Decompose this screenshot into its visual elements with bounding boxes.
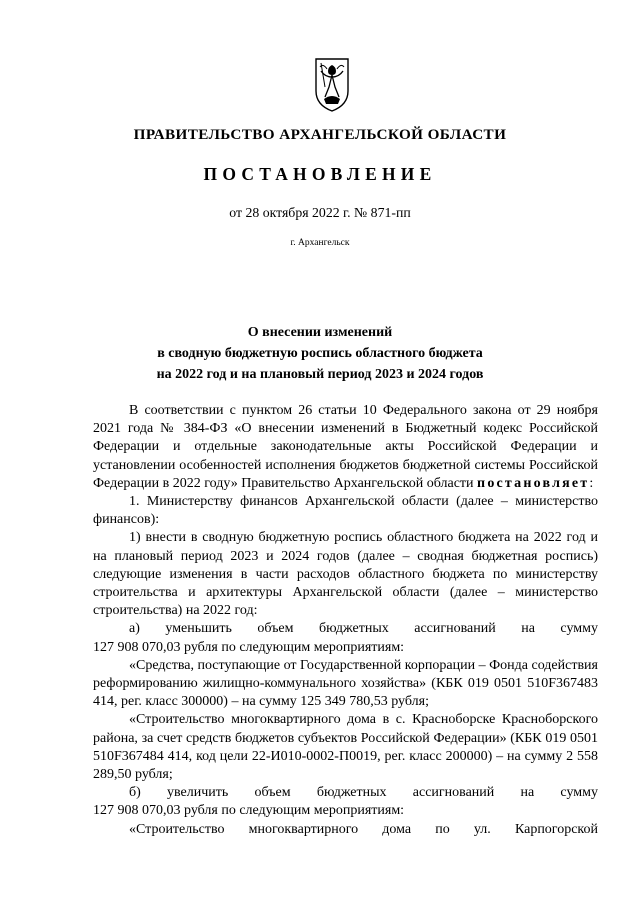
document-type: ПОСТАНОВЛЕНИЕ xyxy=(203,164,437,184)
city-name: г. Архангельск xyxy=(290,238,350,248)
preamble-text: В соответствии с пунктом 26 статьи 10 Федерального закона от 29 ноября 2021 года № 384-ФЗ «О внесении изменений в Бюджетный кодекс Российской Федерации и отдельные законодательные акты Российской Федерации и установлении особенностей исполнения бюджетов бюджетной системы Российской Федерации в 2022 году» Правительство Архангельской области xyxy=(93,403,598,491)
paragraph-b-line-1: б) увеличить объем бюджетных ассигнований на сумму xyxy=(129,785,598,801)
date-number-line: от 28 октября 2022 г. № 871-пп xyxy=(229,205,411,220)
resolves-colon: : xyxy=(589,475,594,491)
title-line-1: О внесении изменений xyxy=(247,325,393,340)
coat-of-arms-icon xyxy=(313,57,351,113)
list-item-1: «Средства, поступающие от Государственной корпорации – Фонда содействия реформированию жилищно-коммунального хозяйства» (КБК 019 0501 510F367483 414, рег. класс 300000) – на сумму 125 349 780,53 рубля; xyxy=(93,657,598,710)
paragraph-1-1: 1) внести в сводную бюджетную роспись областного бюджета на 2022 год и на плановый период 2023 и 2024 годов (далее – сводная бюджетная роспись) следующие изменения в части расходов областного бюджета по министерству строительства и архитектуры Архангельской области (далее – министерство строительства) на 2022 год: xyxy=(93,530,598,619)
paragraph-b-line-2: 127 908 070,03 рубля по следующим мероприятиям: xyxy=(93,803,405,819)
list-item-3: «Строительство многоквартирного дома по ул. Карпогорской xyxy=(129,821,598,837)
document-body xyxy=(93,402,598,839)
document-title xyxy=(0,322,640,385)
title-line-3: на 2022 год и на плановый период 2023 и 2024 годов xyxy=(156,367,484,382)
paragraph-a-line-1: а) уменьшить объем бюджетных ассигнований на сумму xyxy=(129,621,598,637)
paragraph-1: 1. Министерству финансов Архангельской области (далее – министерство финансов): xyxy=(93,494,598,528)
title-line-2: в сводную бюджетную роспись областного бюджета xyxy=(157,346,483,361)
preamble-paragraph xyxy=(93,402,598,493)
paragraph-a-line-2: 127 908 070,03 рубля по следующим мероприятиям: xyxy=(93,639,405,655)
list-item-2: «Строительство многоквартирного дома в с. Красноборске Красноборского района, за счет средств бюджетов субъектов Российской Федерации» (КБК 019 0501 510F367484 414, код цели 22-И010-0002-П0019, рег. класс 200000) – на сумму 2 558 289,50 рубля; xyxy=(93,712,598,783)
government-name: ПРАВИТЕЛЬСТВО АРХАНГЕЛЬСКОЙ ОБЛАСТИ xyxy=(133,126,507,143)
resolves-word: постановляет xyxy=(477,475,590,491)
